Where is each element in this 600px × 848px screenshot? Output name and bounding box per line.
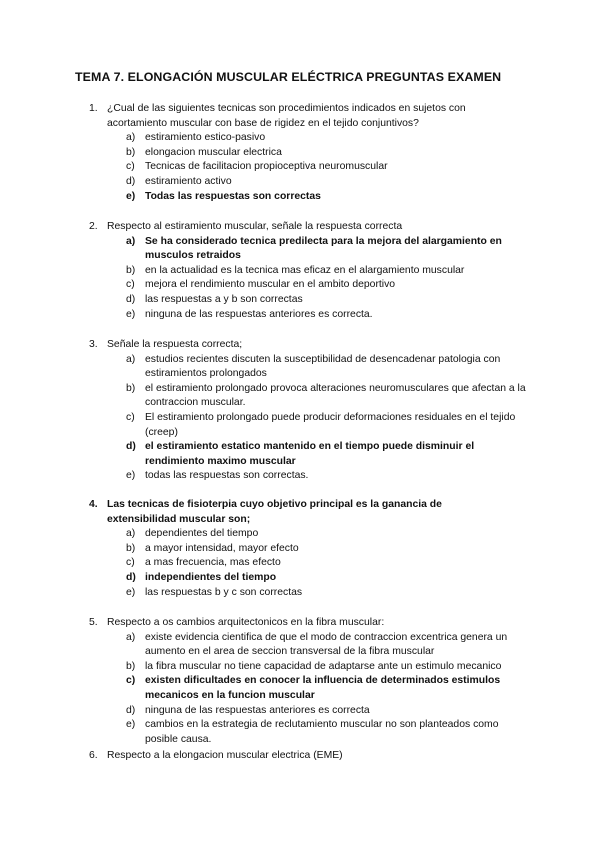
question-number: 6. <box>89 750 98 761</box>
option-letter: e) <box>126 586 136 598</box>
question-text: Respecto a os cambios arquitectonicos en la fibra muscular: <box>107 617 385 628</box>
option-correct <box>0 235 600 264</box>
question-number: 1. <box>89 103 98 114</box>
question-number: 5. <box>89 617 98 628</box>
option-text: existen dificultades en conocer la influencia de determinados estimulos mecanicos en la funcion muscular <box>145 675 501 701</box>
option-text: Se ha considerado tecnica predilecta para la mejora del alargamiento en musculos retraidos <box>145 235 502 262</box>
option <box>0 353 600 382</box>
question-text: ¿Cual de las siguientes tecnicas son procedimientos indicados en sujetos con acortamiento muscular con base de rigidez en el tejido conjuntivos? <box>107 103 466 129</box>
option-correct <box>0 674 600 703</box>
option-letter: d) <box>126 175 136 187</box>
option <box>0 704 600 719</box>
option-text: ninguna de las respuestas anteriores es correcta. <box>145 308 373 320</box>
option-letter: b) <box>126 542 136 554</box>
option-text: las respuestas b y c son correctas <box>145 586 303 598</box>
option-letter: a) <box>126 235 136 247</box>
option-letter: c) <box>126 161 135 173</box>
option-letter: a) <box>126 631 136 643</box>
option-text: las respuestas a y b son correctas <box>145 293 303 305</box>
option-letter: b) <box>126 264 136 276</box>
option <box>0 718 600 747</box>
question-text: Las tecnicas de fisioterpia cuyo objetivo principal es la ganancia de extensibilidad muscular son; <box>107 499 442 525</box>
option <box>0 586 600 601</box>
question-6 <box>0 749 600 764</box>
option-text: El estiramiento prolongado puede producir deformaciones residuales en el tejido (creep) <box>145 411 516 438</box>
option-text: Tecnicas de facilitacion propioceptiva neuromuscular <box>145 161 388 173</box>
option-correct <box>0 571 600 586</box>
option <box>0 308 600 323</box>
question-number: 3. <box>89 339 98 350</box>
question-text: Respecto al estiramiento muscular, señale la respuesta correcta <box>107 221 403 232</box>
option-text: estudios recientes discuten la susceptibilidad de desencadenar patologia con estiramientos prolongados <box>145 353 501 380</box>
option-text: elongacion muscular electrica <box>145 146 282 158</box>
option-letter: e) <box>126 308 136 320</box>
option-letter: e) <box>126 190 136 202</box>
option-text: la fibra muscular no tiene capacidad de adaptarse ante un estimulo mecanico <box>145 660 502 672</box>
question-5 <box>0 616 600 747</box>
question-number: 2. <box>89 221 98 232</box>
option-text: a mayor intensidad, mayor efecto <box>145 542 299 554</box>
option <box>0 411 600 440</box>
question-1 <box>0 102 600 204</box>
option-letter: d) <box>126 571 136 583</box>
option-letter: c) <box>126 279 135 291</box>
document-title: TEMA 7. ELONGACIÓN MUSCULAR ELÉCTRICA PREGUNTAS EXAMEN <box>75 70 502 84</box>
option-letter: b) <box>126 146 136 158</box>
option <box>0 293 600 308</box>
option-text: ninguna de las respuestas anteriores es correcta <box>145 704 370 716</box>
option-letter: e) <box>126 470 136 482</box>
question-text: Señale la respuesta correcta; <box>107 339 243 350</box>
option <box>0 160 600 175</box>
option-text: todas las respuestas son correctas. <box>145 470 309 482</box>
option-letter: c) <box>126 411 135 423</box>
option-text: independientes del tiempo <box>145 571 277 583</box>
option <box>0 542 600 557</box>
option-letter: d) <box>126 704 136 716</box>
option <box>0 264 600 279</box>
option-text: a mas frecuencia, mas efecto <box>145 557 281 569</box>
question-text: Respecto a la elongacion muscular electrica (EME) <box>107 750 343 761</box>
option <box>0 631 600 660</box>
option <box>0 556 600 571</box>
option <box>0 146 600 161</box>
question-4 <box>0 498 600 600</box>
option <box>0 278 600 293</box>
option-text: estiramiento estico-pasivo <box>145 132 266 144</box>
option-letter: c) <box>126 675 136 687</box>
option-letter: b) <box>126 660 136 672</box>
option-letter: e) <box>126 719 136 731</box>
option <box>0 175 600 190</box>
option-correct <box>0 440 600 469</box>
option-letter: a) <box>126 132 136 144</box>
option-letter: d) <box>126 441 136 453</box>
option-text: el estiramiento estatico mantenido en el tiempo puede disminuir el rendimiento maximo muscular <box>145 441 475 467</box>
option <box>0 527 600 542</box>
option-text: cambios en la estrategia de reclutamiento muscular no son planteados como posible causa. <box>145 719 499 745</box>
option-letter: b) <box>126 382 136 394</box>
option-text: dependientes del tiempo <box>145 528 259 540</box>
option-text: el estiramiento prolongado provoca alteraciones neuromusculares que afectan a la contraccion muscular. <box>145 382 526 409</box>
option-text: mejora el rendimiento muscular en el ambito deportivo <box>145 279 396 291</box>
option <box>0 660 600 675</box>
option <box>0 131 600 146</box>
option-letter: d) <box>126 293 136 305</box>
option-text: estiramiento activo <box>145 175 232 187</box>
question-2 <box>0 220 600 322</box>
question-3 <box>0 338 600 484</box>
option <box>0 469 600 484</box>
option-text: en la actualidad es la tecnica mas eficaz en el alargamiento muscular <box>145 264 465 276</box>
option-letter: a) <box>126 353 136 365</box>
option-letter: a) <box>126 528 136 540</box>
option-text: Todas las respuestas son correctas <box>145 190 321 202</box>
option-correct <box>0 190 600 205</box>
question-number: 4. <box>89 499 98 510</box>
option-text: existe evidencia cientifica de que el modo de contraccion excentrica genera un aumento en el area de seccion transversal de la fibra muscular <box>145 631 508 658</box>
option-letter: c) <box>126 557 135 569</box>
option <box>0 382 600 411</box>
